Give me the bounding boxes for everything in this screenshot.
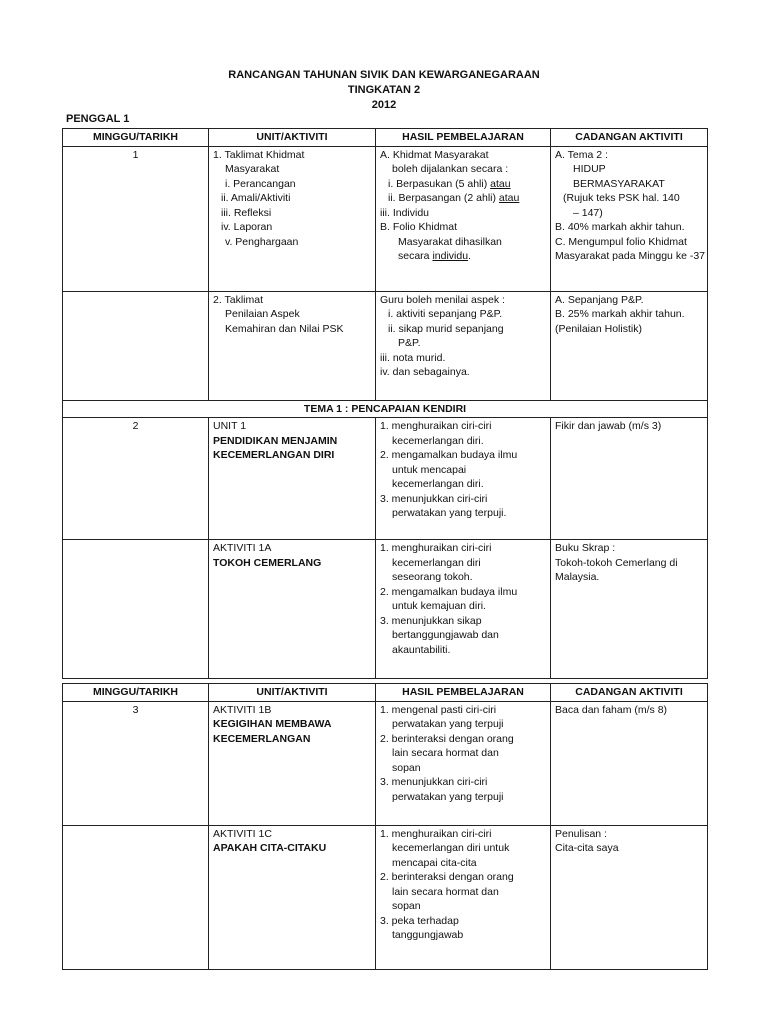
col-header-outcome: HASIL PEMBELAJARAN — [376, 129, 551, 147]
col-header-unit: UNIT/AKTIVITI — [209, 129, 376, 147]
outcome-cell: A. Khidmat Masyarakat boleh dijalankan secara : i. Berpasukan (5 ahli) atau ii. Berpasangan (2 ahli) atau iii. Individu B. Folio Khidmat Masyarakat dihasilkan secara individu. — [376, 146, 551, 291]
week-cell — [63, 540, 209, 679]
unit-cell: AKTIVITI 1B KEGIGIHAN MEMBAWA KECEMERLANGAN — [209, 701, 376, 825]
week-cell: 2 — [63, 418, 209, 540]
col-header-week: MINGGU/TARIKH — [63, 129, 209, 147]
table-row — [63, 540, 708, 679]
plan-table-1 — [62, 128, 708, 679]
outcome-cell: Guru boleh menilai aspek : i. aktiviti sepanjang P&P. ii. sikap murid sepanjang P&P. iii. nota murid. iv. dan sebagainya. — [376, 291, 551, 400]
outcome-cell: 1. menghuraikan ciri-ciri kecemerlangan diri. 2. mengamalkan budaya ilmu untuk mencapai kecemerlangan diri. 3. menunjukkan ciri-ciri perwatakan yang terpuji. — [376, 418, 551, 540]
outcome-cell: 1. mengenal pasti ciri-ciri perwatakan yang terpuji 2. berinteraksi dengan orang lain secara hormat dan sopan 3. menunjukkan ciri-ciri perwatakan yang terpuji — [376, 701, 551, 825]
document-title: RANCANGAN TAHUNAN SIVIK DAN KEWARGANEGARAAN — [228, 69, 540, 81]
week-cell — [63, 291, 209, 400]
activity-cell: Penulisan : Cita-cita saya — [551, 825, 708, 969]
col-header-week: MINGGU/TARIKH — [63, 684, 209, 702]
document-year: 2012 — [371, 99, 397, 111]
table-header-row — [63, 129, 708, 147]
activity-cell: A. Sepanjang P&P. B. 25% markah akhir tahun. (Penilaian Holistik) — [551, 291, 708, 400]
theme-title: TEMA 1 : PENCAPAIAN KENDIRI — [63, 400, 708, 418]
table-row — [63, 418, 708, 540]
week-cell: 1 — [63, 146, 209, 291]
outcome-cell: 1. menghuraikan ciri-ciri kecemerlangan diri untuk mencapai cita-cita 2. berinteraksi dengan orang lain secara hormat dan sopan 3. peka terhadap tanggungjawab — [376, 825, 551, 969]
table-row — [63, 291, 708, 400]
unit-cell: AKTIVITI 1C APAKAH CITA-CITAKU — [209, 825, 376, 969]
unit-cell: UNIT 1 PENDIDIKAN MENJAMIN KECEMERLANGAN DIRI — [209, 418, 376, 540]
week-cell: 3 — [63, 701, 209, 825]
unit-cell: AKTIVITI 1A TOKOH CEMERLANG — [209, 540, 376, 679]
activity-cell: Fikir dan jawab (m/s 3) — [551, 418, 708, 540]
outcome-cell: 1. menghuraikan ciri-ciri kecemerlangan diri seseorang tokoh. 2. mengamalkan budaya ilmu untuk kemajuan diri. 3. menunjukkan sikap bertanggungjawab dan akauntabiliti. — [376, 540, 551, 679]
unit-cell: 2. Taklimat Penilaian Aspek Kemahiran dan Nilai PSK — [209, 291, 376, 400]
activity-cell: A. Tema 2 : HIDUP BERMASYARAKAT (Rujuk teks PSK hal. 140 – 147) B. 40% markah akhir tahun. C. Mengumpul folio Khidmat Masyarakat pada Minggu ke -37 — [551, 146, 708, 291]
document-header — [0, 68, 768, 113]
col-header-unit: UNIT/AKTIVITI — [209, 684, 376, 702]
activity-cell: Baca dan faham (m/s 8) — [551, 701, 708, 825]
table-row — [63, 701, 708, 825]
table-header-row — [63, 684, 708, 702]
unit-cell: 1. Taklimat Khidmat Masyarakat i. Perancangan ii. Amali/Aktiviti iii. Refleksi iv. Laporan v. Penghargaan — [209, 146, 376, 291]
table-row — [63, 146, 708, 291]
activity-cell: Buku Skrap : Tokoh-tokoh Cemerlang di Malaysia. — [551, 540, 708, 679]
table-row — [63, 825, 708, 969]
week-cell — [63, 825, 209, 969]
col-header-activity: CADANGAN AKTIVITI — [551, 684, 708, 702]
theme-row — [63, 400, 708, 418]
col-header-outcome: HASIL PEMBELAJARAN — [376, 684, 551, 702]
col-header-activity: CADANGAN AKTIVITI — [551, 129, 708, 147]
plan-table-2 — [62, 683, 708, 970]
term-label: PENGGAL 1 — [66, 113, 130, 125]
document-level: TINGKATAN 2 — [347, 84, 421, 96]
